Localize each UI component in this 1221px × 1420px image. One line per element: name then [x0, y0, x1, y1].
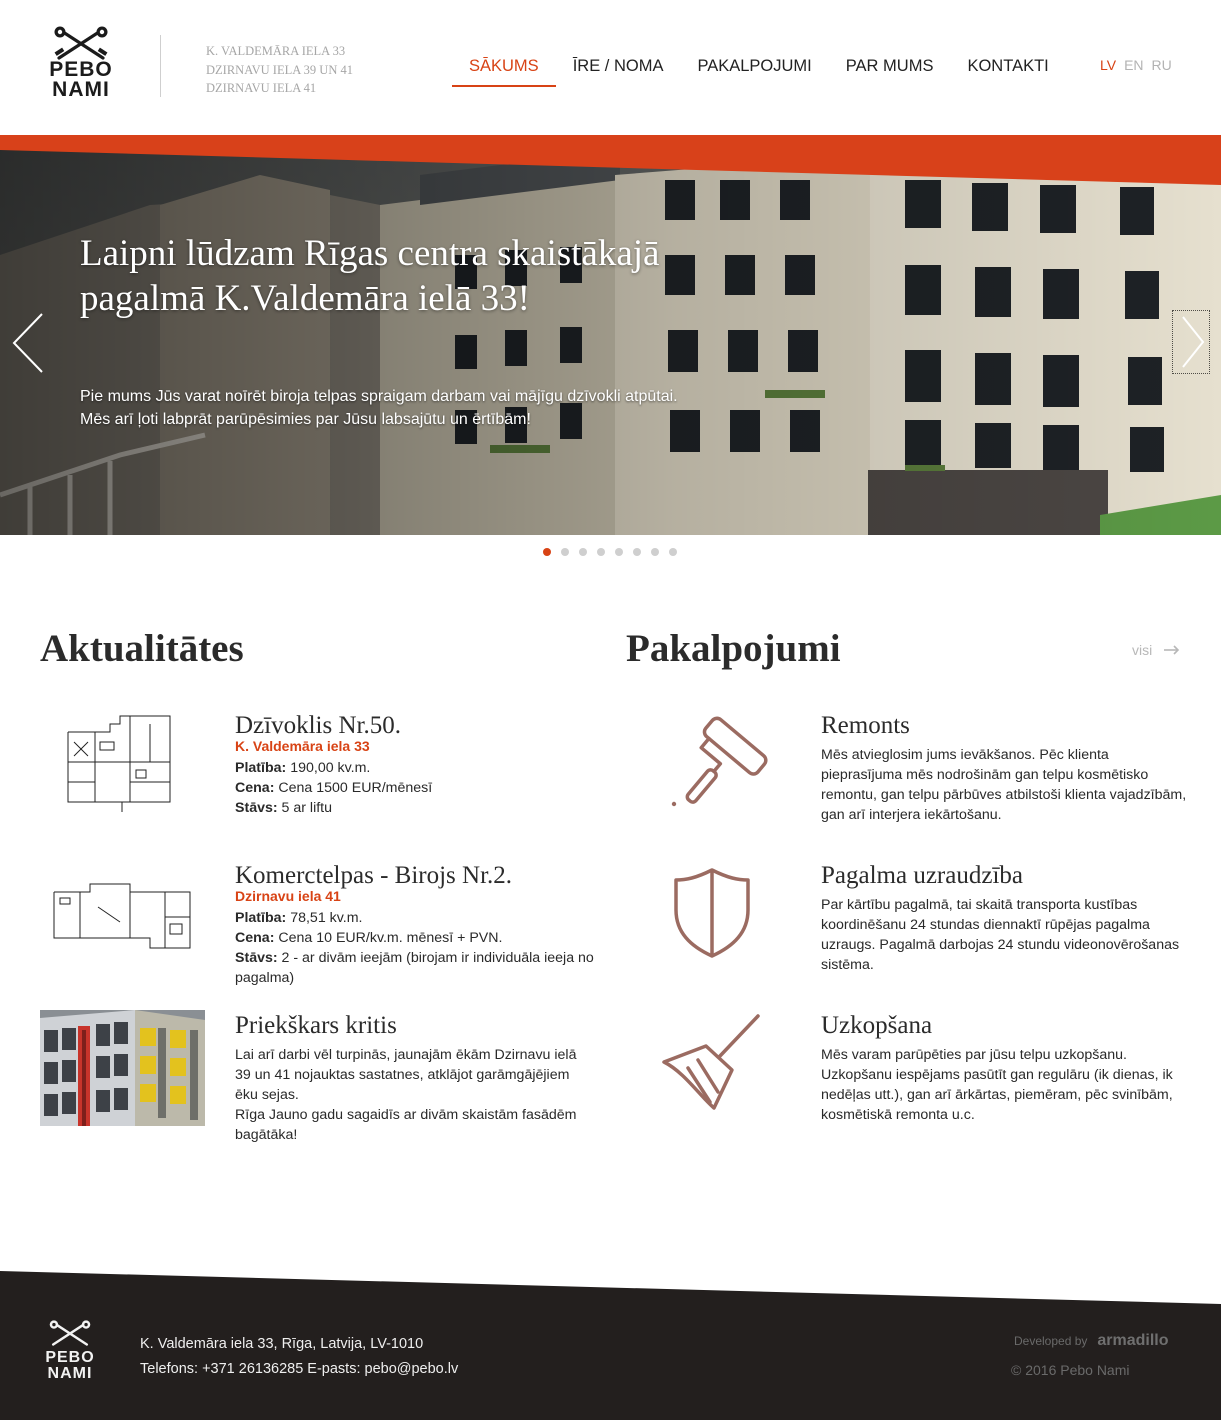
logo-text-pebo: PEBO — [49, 58, 113, 81]
footer-logo[interactable] — [40, 1320, 100, 1382]
copyright: © 2016 Pebo Nami — [1011, 1362, 1130, 1378]
nav-item-kontakti[interactable]: KONTAKTI — [967, 57, 1049, 75]
hero-title: Laipni lūdzam Rīgas centra skaistākajā pagalmā K.Valdemāra ielā 33! — [80, 233, 660, 319]
news-item[interactable] — [40, 712, 600, 832]
detail-label: Cena: — [235, 780, 275, 796]
developer-name[interactable]: armadillo — [1097, 1332, 1169, 1349]
language-switcher — [1100, 57, 1172, 73]
lang-lv[interactable]: LV — [1100, 57, 1117, 73]
floor-plan-image — [40, 712, 205, 812]
service-text: Mēs varam parūpēties par jūsu telpu uzkopšanu. Uzkopšanu iespējams pasūtīt gan regulāru (ik dienas, ik nedēļas utt.), gan arī ārkārtas, piemēram, pēc svinībām, kosmētiskā remonta u.c. — [821, 1047, 1173, 1123]
slider-dot[interactable] — [633, 548, 641, 556]
hero-photo — [0, 135, 1221, 535]
detail-value: 5 ar liftu — [281, 800, 333, 816]
services-section-title: Pakalpojumi — [626, 627, 841, 670]
header-divider — [160, 35, 161, 97]
nav-item-pakalpojumi[interactable]: PAKALPOJUMI — [697, 57, 812, 75]
slider-prev-button[interactable] — [8, 310, 48, 376]
header-addresses — [206, 42, 353, 98]
service-title[interactable]: Remonts — [821, 712, 910, 739]
detail-value: 2 - ar divām ieejām (birojam ir individuāla ieeja no pagalma) — [235, 950, 594, 986]
slider-dot[interactable] — [651, 548, 659, 556]
news-item-details — [235, 908, 595, 988]
news-item[interactable] — [40, 862, 600, 992]
news-item-title[interactable]: Priekškars kritis — [235, 1012, 397, 1039]
lang-ru[interactable]: RU — [1151, 57, 1172, 73]
service-title[interactable]: Pagalma uzraudzība — [821, 862, 1023, 889]
crossed-keys-icon — [47, 1320, 93, 1346]
detail-value: 190,00 kv.m. — [290, 760, 371, 776]
footer-logo-text-nami: NAMI — [47, 1365, 93, 1382]
address-line: DZIRNAVU IELA 39 UN 41 — [206, 62, 353, 77]
services-all-link[interactable] — [1132, 642, 1180, 658]
footer-phone-email: Telefons: +371 26136285 E-pasts: pebo@pebo.lv — [140, 1361, 459, 1377]
news-item-details — [235, 758, 595, 818]
slider-dot[interactable] — [579, 548, 587, 556]
news-item-title[interactable]: Dzīvoklis Nr.50. — [235, 712, 401, 739]
nav-item-sakums[interactable]: SĀKUMS — [452, 55, 556, 86]
hero-slider — [0, 135, 1221, 535]
news-item-text — [235, 1045, 595, 1145]
nav-item-ire-noma[interactable]: ĪRE / NOMA — [572, 57, 664, 75]
slider-dot[interactable] — [597, 548, 605, 556]
hero-text: Pie mums Jūs varat noīrēt biroja telpas spraigam darbam vai mājīgu dzīvokli atpūtai. Mēs arī ļoti labprāt parūpēsimies par Jūsu labsajūtu un ērtībām! — [80, 388, 678, 428]
news-item-address: K. Valdemāra iela 33 — [235, 738, 370, 754]
chevron-right-icon — [1173, 311, 1209, 373]
main-nav — [452, 55, 1066, 86]
paint-roller-icon — [640, 712, 785, 822]
news-item-address: Dzirnavu iela 41 — [235, 888, 341, 904]
news-item[interactable] — [40, 1012, 600, 1152]
service-text: Mēs atvieglosim jums ievākšanos. Pēc klienta pieprasījuma mēs nodrošinām gan telpu kosmētisko remontu, gan telpu pārbūves atbilstoši klienta vajadzībām, gan arī interjera iekārtošanu. — [821, 747, 1187, 823]
arrow-right-icon — [1164, 645, 1180, 655]
service-title[interactable]: Uzkopšana — [821, 1012, 933, 1039]
crossed-keys-icon — [51, 26, 111, 60]
service-item[interactable] — [640, 712, 1200, 832]
slider-next-button[interactable] — [1172, 310, 1210, 374]
detail-label: Stāvs: — [235, 800, 278, 816]
detail-value: 78,51 kv.m. — [290, 910, 363, 926]
site-footer — [0, 1268, 1221, 1420]
broom-icon — [640, 1012, 785, 1122]
slider-dot[interactable] — [669, 548, 677, 556]
developed-by-label: Developed by — [1014, 1334, 1088, 1348]
site-header — [0, 0, 1221, 135]
shield-icon — [640, 862, 785, 972]
slider-dot[interactable] — [561, 548, 569, 556]
detail-value: Cena 10 EUR/kv.m. mēnesī + PVN. — [278, 930, 503, 946]
news-paragraph: Rīga Jauno gadu sagaidīs ar divām skaistām fasādēm bagātāka! — [235, 1107, 577, 1143]
logo[interactable] — [42, 26, 120, 104]
news-section-title: Aktualitātes — [40, 627, 244, 670]
address-line: DZIRNAVU IELA 41 — [206, 81, 317, 95]
chevron-left-icon — [8, 310, 48, 376]
service-item[interactable] — [640, 862, 1200, 982]
detail-value: Cena 1500 EUR/mēnesī — [278, 780, 433, 796]
services-all-label: visi — [1132, 642, 1153, 658]
service-item[interactable] — [640, 1012, 1200, 1132]
footer-address: K. Valdemāra iela 33, Rīga, Latvija, LV-1010 — [140, 1336, 424, 1352]
slider-dot[interactable] — [615, 548, 623, 556]
footer-logo-text-pebo: PEBO — [45, 1349, 95, 1366]
nav-item-par-mums[interactable]: PAR MUMS — [845, 57, 934, 75]
slider-dot[interactable] — [543, 548, 551, 556]
news-paragraph: Lai arī darbi vēl turpinās, jaunajām ēkām Dzirnavu ielā 39 un 41 nojauktas sastatnes, atklājot garāmgājējiem ēku sejas. — [235, 1047, 577, 1103]
facade-photo — [40, 1010, 205, 1126]
floor-plan-image — [40, 862, 205, 962]
news-item-title[interactable]: Komerctelpas - Birojs Nr.2. — [235, 862, 513, 889]
service-text: Par kārtību pagalmā, tai skaitā transporta kustības koordinēšanu 24 stundas diennaktī rūpējas pagalma uzraugs. Pagalmā darbojas 24 stundu videonovērošanas sistēma. — [821, 897, 1180, 973]
lang-en[interactable]: EN — [1124, 57, 1144, 73]
detail-label: Platība: — [235, 910, 287, 926]
detail-label: Cena: — [235, 930, 275, 946]
developer-credit[interactable] — [1014, 1332, 1169, 1350]
slider-dots — [543, 548, 677, 556]
address-line: K. VALDEMĀRA IELA 33 — [206, 44, 346, 58]
footer-contact — [140, 1332, 458, 1382]
logo-text-nami: NAMI — [52, 78, 110, 101]
detail-label: Stāvs: — [235, 950, 278, 966]
detail-label: Platība: — [235, 760, 287, 776]
